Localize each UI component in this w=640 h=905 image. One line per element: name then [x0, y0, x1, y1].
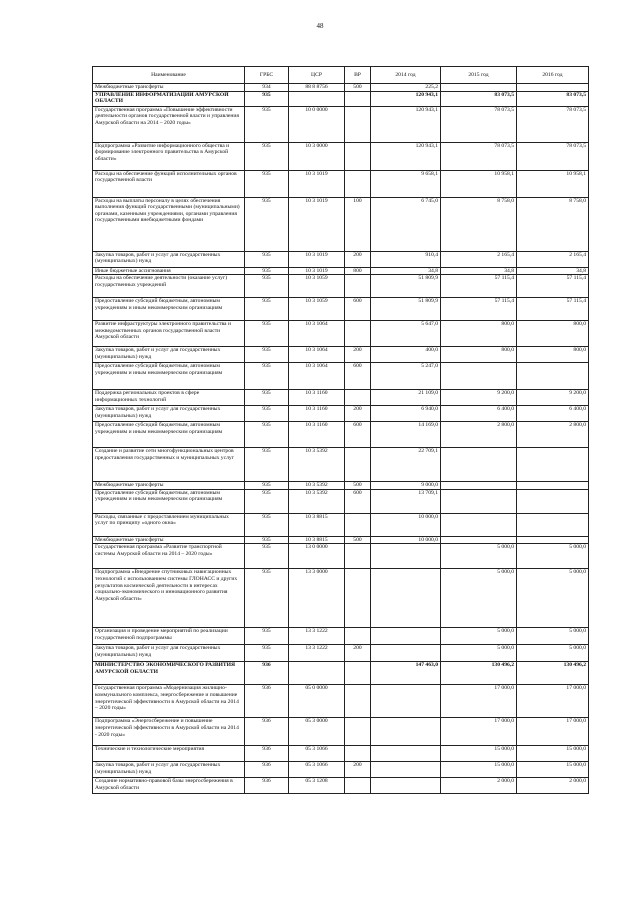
cell-grbs: 935 — [245, 536, 289, 544]
cell-2016: 15 000,0 — [517, 762, 589, 778]
cell-2015: 5 000,0 — [441, 544, 517, 569]
table-row — [93, 251, 589, 267]
cell-2014: 10 000,0 — [371, 513, 441, 536]
cell-2016 — [517, 84, 589, 92]
cell-vr: 200 — [345, 347, 371, 363]
cell-name: Закупка товаров, работ и услуг для государственных (муниципальных) нужд — [93, 406, 245, 422]
cell-grbs: 935 — [245, 170, 289, 197]
cell-2014 — [371, 628, 441, 645]
cell-2015: 8 758,0 — [441, 197, 517, 251]
cell-csr: 05 3 0000 — [289, 718, 345, 746]
table-row — [93, 84, 589, 92]
cell-vr: 500 — [345, 482, 371, 490]
cell-csr: 05 3 1066 — [289, 746, 345, 762]
table-row — [93, 197, 589, 251]
cell-name: Государственная программа «Модернизация жилищно-коммунального комплекса, энергосбережение и повышение энергетической эффективности в Амурской области на 2014 – 2020 годы» — [93, 685, 245, 718]
cell-csr: 10 3 0000 — [289, 142, 345, 170]
cell-2016: 800,0 — [517, 347, 589, 363]
cell-2016: 15 000,0 — [517, 746, 589, 762]
cell-2014: 51 809,9 — [371, 275, 441, 298]
cell-2015 — [441, 489, 517, 513]
cell-vr — [345, 746, 371, 762]
table-row — [93, 778, 589, 794]
table-row — [93, 422, 589, 448]
cell-grbs: 935 — [245, 406, 289, 422]
cell-csr: 05 3 1066 — [289, 762, 345, 778]
budget-table — [92, 66, 589, 794]
table-row — [93, 142, 589, 170]
table-body — [93, 84, 589, 794]
cell-grbs: 935 — [245, 482, 289, 490]
table-row — [93, 406, 589, 422]
cell-name: Расходы на обеспечение функций исполнительных органов государственной власти — [93, 170, 245, 197]
cell-grbs: 935 — [245, 197, 289, 251]
table-row — [93, 275, 589, 298]
cell-2015: 800,0 — [441, 347, 517, 363]
cell-2014: 910,4 — [371, 251, 441, 267]
cell-name: Предоставление субсидий бюджетным, автономным учреждениям и иным некоммерческим организациям — [93, 422, 245, 448]
header-2016: 2016 год — [517, 67, 589, 84]
cell-2015: 83 073,5 — [441, 91, 517, 106]
table-row — [93, 321, 589, 347]
cell-name: Организация и проведение мероприятий по реализации государственной подпрограммы — [93, 628, 245, 645]
cell-2014: 225,2 — [371, 84, 441, 92]
cell-vr: 200 — [345, 406, 371, 422]
cell-2014 — [371, 762, 441, 778]
table-row — [93, 363, 589, 390]
cell-vr — [345, 170, 371, 197]
table-row — [93, 298, 589, 321]
table-row — [93, 762, 589, 778]
cell-2015: 130 496,2 — [441, 662, 517, 685]
cell-2014: 13 709,1 — [371, 489, 441, 513]
cell-name: Создание нормативно-правовой базы энергосбережения в Амурской области — [93, 778, 245, 794]
cell-name: Создание и развитие сети многофункциональных центров предоставления государственных и муниципальных услуг — [93, 448, 245, 482]
cell-2016 — [517, 482, 589, 490]
cell-csr — [289, 662, 345, 685]
cell-grbs: 936 — [245, 662, 289, 685]
cell-name: Государственная программа «Развитие транспортной системы Амурской области на 2014 – 2020 годы» — [93, 544, 245, 569]
cell-name: Расходы на выплаты персоналу в целях обеспечения выполнения функций государственными (муниципальными) органами, казенными учреждениями, органами управления государственными внебюджетными фондами — [93, 197, 245, 251]
cell-vr: 600 — [345, 363, 371, 390]
cell-name: Технические и технологические мероприятия — [93, 746, 245, 762]
cell-csr: 88 8 8756 — [289, 84, 345, 92]
cell-vr — [345, 390, 371, 406]
table-row — [93, 91, 589, 106]
cell-name: Межбюджетные трансферты — [93, 536, 245, 544]
cell-2015 — [441, 363, 517, 390]
table-row — [93, 347, 589, 363]
cell-grbs: 936 — [245, 762, 289, 778]
cell-csr: 10 3 1059 — [289, 298, 345, 321]
cell-2016 — [517, 363, 589, 390]
cell-vr: 600 — [345, 298, 371, 321]
cell-name: Поддержка региональных проектов в сфере информационных технологий — [93, 390, 245, 406]
cell-csr: 10 0 0000 — [289, 106, 345, 142]
header-2014: 2014 год — [371, 67, 441, 84]
table-row — [93, 746, 589, 762]
cell-2015: 57 115,4 — [441, 275, 517, 298]
table-row — [93, 628, 589, 645]
cell-vr — [345, 569, 371, 628]
cell-name: Межбюджетные трансферты — [93, 84, 245, 92]
cell-2014 — [371, 718, 441, 746]
table-row — [93, 662, 589, 685]
cell-2014: 120 943,1 — [371, 91, 441, 106]
cell-vr: 800 — [345, 267, 371, 275]
cell-grbs: 936 — [245, 746, 289, 762]
cell-2014: 10 000,0 — [371, 536, 441, 544]
cell-2014: 14 169,0 — [371, 422, 441, 448]
cell-2014: 5 647,0 — [371, 321, 441, 347]
cell-csr: 10 3 1064 — [289, 347, 345, 363]
cell-csr: 10 3 1019 — [289, 197, 345, 251]
cell-2015 — [441, 448, 517, 482]
cell-2015: 800,0 — [441, 321, 517, 347]
cell-csr: 10 3 5392 — [289, 448, 345, 482]
header-row — [93, 67, 589, 84]
cell-grbs: 935 — [245, 448, 289, 482]
table-row — [93, 513, 589, 536]
cell-grbs: 935 — [245, 422, 289, 448]
cell-2015: 15 000,0 — [441, 762, 517, 778]
cell-vr: 100 — [345, 197, 371, 251]
cell-2015: 78 073,5 — [441, 106, 517, 142]
cell-2014: 120 943,1 — [371, 106, 441, 142]
cell-vr — [345, 662, 371, 685]
cell-2016: 10 958,1 — [517, 170, 589, 197]
cell-vr — [345, 628, 371, 645]
cell-2014: 9 000,0 — [371, 482, 441, 490]
header-2015: 2015 год — [441, 67, 517, 84]
header-csr: ЦСР — [289, 67, 345, 84]
cell-csr — [289, 91, 345, 106]
cell-2015: 2 800,0 — [441, 422, 517, 448]
cell-grbs: 935 — [245, 628, 289, 645]
cell-2014: 51 809,9 — [371, 298, 441, 321]
table-row — [93, 489, 589, 513]
cell-vr: 500 — [345, 84, 371, 92]
cell-csr: 10 3 1064 — [289, 363, 345, 390]
cell-2015 — [441, 482, 517, 490]
page-number: 48 — [316, 22, 324, 30]
table-row — [93, 718, 589, 746]
cell-2016: 78 073,5 — [517, 106, 589, 142]
cell-2015 — [441, 536, 517, 544]
cell-grbs: 935 — [245, 645, 289, 662]
table-row — [93, 482, 589, 490]
cell-csr: 10 3 5392 — [289, 482, 345, 490]
cell-grbs: 935 — [245, 275, 289, 298]
cell-grbs: 935 — [245, 363, 289, 390]
cell-name: Межбюджетные трансферты — [93, 482, 245, 490]
cell-2016: 5 000,0 — [517, 544, 589, 569]
cell-vr: 200 — [345, 251, 371, 267]
cell-name: Предоставление субсидий бюджетным, автономным учреждениям и иным некоммерческим организациям — [93, 298, 245, 321]
header-grbs: ГРБС — [245, 67, 289, 84]
cell-grbs: 935 — [245, 142, 289, 170]
cell-2014: 34,8 — [371, 267, 441, 275]
cell-vr — [345, 91, 371, 106]
cell-grbs: 935 — [245, 569, 289, 628]
cell-2015: 17 000,0 — [441, 685, 517, 718]
cell-grbs: 936 — [245, 718, 289, 746]
cell-2016: 130 496,2 — [517, 662, 589, 685]
cell-csr: 10 3 1064 — [289, 321, 345, 347]
cell-vr — [345, 106, 371, 142]
cell-2014 — [371, 544, 441, 569]
cell-vr — [345, 544, 371, 569]
header-name: Наименование — [93, 67, 245, 84]
cell-2015: 5 000,0 — [441, 645, 517, 662]
cell-2016: 2 165,4 — [517, 251, 589, 267]
cell-2016: 2 800,0 — [517, 422, 589, 448]
cell-grbs: 935 — [245, 390, 289, 406]
cell-csr: 13 0 0000 — [289, 544, 345, 569]
cell-name: МИНИСТЕРСТВО ЭКОНОМИЧЕСКОГО РАЗВИТИЯ АМУРСКОЙ ОБЛАСТИ — [93, 662, 245, 685]
cell-2014: 21 109,0 — [371, 390, 441, 406]
cell-csr: 10 3 1059 — [289, 275, 345, 298]
cell-csr: 10 3 1019 — [289, 170, 345, 197]
cell-2016: 83 073,5 — [517, 91, 589, 106]
cell-csr: 10 3 1160 — [289, 422, 345, 448]
cell-2015: 57 115,4 — [441, 298, 517, 321]
cell-name: Закупка товаров, работ и услуг для государственных (муниципальных) нужд — [93, 347, 245, 363]
cell-2016 — [517, 489, 589, 513]
cell-grbs: 935 — [245, 251, 289, 267]
cell-2016: 8 758,0 — [517, 197, 589, 251]
cell-2016 — [517, 513, 589, 536]
cell-2014 — [371, 685, 441, 718]
cell-vr: 600 — [345, 422, 371, 448]
cell-name: Подпрограмма «Развитие информационного общества и формирование электронного правительства в Амурской области» — [93, 142, 245, 170]
cell-csr: 10 3 5392 — [289, 489, 345, 513]
cell-grbs: 935 — [245, 489, 289, 513]
cell-2016: 17 000,0 — [517, 718, 589, 746]
cell-grbs: 935 — [245, 298, 289, 321]
cell-2016: 9 200,0 — [517, 390, 589, 406]
cell-2015: 15 000,0 — [441, 746, 517, 762]
cell-grbs: 934 — [245, 84, 289, 92]
table-row — [93, 685, 589, 718]
cell-vr: 500 — [345, 536, 371, 544]
cell-vr — [345, 142, 371, 170]
cell-vr — [345, 448, 371, 482]
cell-csr: 10 3 1160 — [289, 406, 345, 422]
cell-2016: 6 400,0 — [517, 406, 589, 422]
cell-2016: 2 000,0 — [517, 778, 589, 794]
cell-2016: 5 000,0 — [517, 569, 589, 628]
cell-vr: 200 — [345, 645, 371, 662]
cell-2015: 10 958,1 — [441, 170, 517, 197]
cell-name: Расходы, связанные с предоставлением муниципальных услуг по принципу «одного окна» — [93, 513, 245, 536]
cell-2015: 2 000,0 — [441, 778, 517, 794]
cell-csr: 10 3 1160 — [289, 390, 345, 406]
cell-2016 — [517, 536, 589, 544]
cell-vr: 200 — [345, 762, 371, 778]
cell-name: Закупка товаров, работ и услуг для государственных (муниципальных) нужд — [93, 645, 245, 662]
cell-vr — [345, 321, 371, 347]
cell-vr — [345, 513, 371, 536]
cell-grbs: 936 — [245, 685, 289, 718]
cell-2015: 2 165,4 — [441, 251, 517, 267]
cell-vr — [345, 685, 371, 718]
table-row — [93, 536, 589, 544]
cell-csr: 13 3 0000 — [289, 569, 345, 628]
cell-vr: 600 — [345, 489, 371, 513]
cell-2016: 5 000,0 — [517, 628, 589, 645]
table-row — [93, 106, 589, 142]
cell-csr: 13 3 1222 — [289, 628, 345, 645]
table-row — [93, 390, 589, 406]
cell-name: Закупка товаров, работ и услуг для государственных (муниципальных) нужд — [93, 251, 245, 267]
cell-2014 — [371, 569, 441, 628]
cell-2016: 57 115,4 — [517, 275, 589, 298]
header-vr: ВР — [345, 67, 371, 84]
cell-grbs: 935 — [245, 544, 289, 569]
cell-vr — [345, 275, 371, 298]
cell-csr: 10 3 8815 — [289, 536, 345, 544]
cell-2014: 400,0 — [371, 347, 441, 363]
cell-grbs: 936 — [245, 778, 289, 794]
cell-2015 — [441, 84, 517, 92]
cell-vr — [345, 718, 371, 746]
cell-grbs: 935 — [245, 347, 289, 363]
cell-2016: 17 000,0 — [517, 685, 589, 718]
table-row — [93, 544, 589, 569]
cell-name: Иные бюджетные ассигнования — [93, 267, 245, 275]
cell-csr: 05 3 1208 — [289, 778, 345, 794]
cell-name: Подпрограмма «Внедрение спутниковых навигационных технологий с использованием системы ГЛОНАСС и других результатов космической деятельности в интересах социально-экономического и инновационного развития Амурской области» — [93, 569, 245, 628]
cell-vr — [345, 778, 371, 794]
cell-2015: 9 200,0 — [441, 390, 517, 406]
table-row — [93, 267, 589, 275]
cell-name: Предоставление субсидий бюджетным, автономным учреждениям и иным некоммерческим организациям — [93, 363, 245, 390]
cell-2014: 6 940,0 — [371, 406, 441, 422]
cell-2015: 78 073,5 — [441, 142, 517, 170]
cell-name: Развитие инфраструктуры электронного правительства и межведомственных органов государственной власти Амурской области — [93, 321, 245, 347]
cell-csr: 10 3 1019 — [289, 267, 345, 275]
cell-grbs: 935 — [245, 513, 289, 536]
cell-2014: 22 709,1 — [371, 448, 441, 482]
cell-2016: 800,0 — [517, 321, 589, 347]
cell-csr: 10 3 8815 — [289, 513, 345, 536]
cell-2016: 34,8 — [517, 267, 589, 275]
table-row — [93, 170, 589, 197]
cell-2016: 57 115,4 — [517, 298, 589, 321]
cell-2015: 17 000,0 — [441, 718, 517, 746]
cell-2014: 6 745,0 — [371, 197, 441, 251]
cell-2014: 9 658,1 — [371, 170, 441, 197]
cell-2015: 5 000,0 — [441, 569, 517, 628]
cell-2015: 5 000,0 — [441, 628, 517, 645]
cell-name: Государственная программа «Повышение эффективности деятельности органов государственной власти и управления Амурской области на 2014 – 2020 годы» — [93, 106, 245, 142]
cell-2014 — [371, 778, 441, 794]
cell-2016: 5 000,0 — [517, 645, 589, 662]
cell-2015: 6 400,0 — [441, 406, 517, 422]
cell-2016: 78 073,5 — [517, 142, 589, 170]
cell-csr: 05 0 0000 — [289, 685, 345, 718]
table-row — [93, 569, 589, 628]
cell-grbs: 935 — [245, 321, 289, 347]
cell-2016 — [517, 448, 589, 482]
table-row — [93, 448, 589, 482]
cell-name: Расходы на обеспечение деятельности (оказание услуг) государственных учреждений — [93, 275, 245, 298]
cell-2014: 5 247,0 — [371, 363, 441, 390]
cell-grbs: 935 — [245, 91, 289, 106]
table-row — [93, 645, 589, 662]
cell-2015 — [441, 513, 517, 536]
cell-name: УПРАВЛЕНИЕ ИНФОРМАТИЗАЦИИ АМУРСКОЙ ОБЛАСТИ — [93, 91, 245, 106]
cell-name: Подпрограмма «Энергосбережение и повышение энергетической эффективности в Амурской области на 2014 - 2020 годы» — [93, 718, 245, 746]
cell-grbs: 935 — [245, 106, 289, 142]
cell-2014: 147 463,0 — [371, 662, 441, 685]
cell-2014 — [371, 746, 441, 762]
cell-name: Закупка товаров, работ и услуг для государственных (муниципальных) нужд — [93, 762, 245, 778]
cell-csr: 13 3 1222 — [289, 645, 345, 662]
cell-name: Предоставление субсидий бюджетным, автономным учреждениям и иным некоммерческим организациям — [93, 489, 245, 513]
cell-grbs: 935 — [245, 267, 289, 275]
cell-2015: 34,8 — [441, 267, 517, 275]
cell-2014 — [371, 645, 441, 662]
cell-2014: 120 943,1 — [371, 142, 441, 170]
cell-csr: 10 3 1019 — [289, 251, 345, 267]
